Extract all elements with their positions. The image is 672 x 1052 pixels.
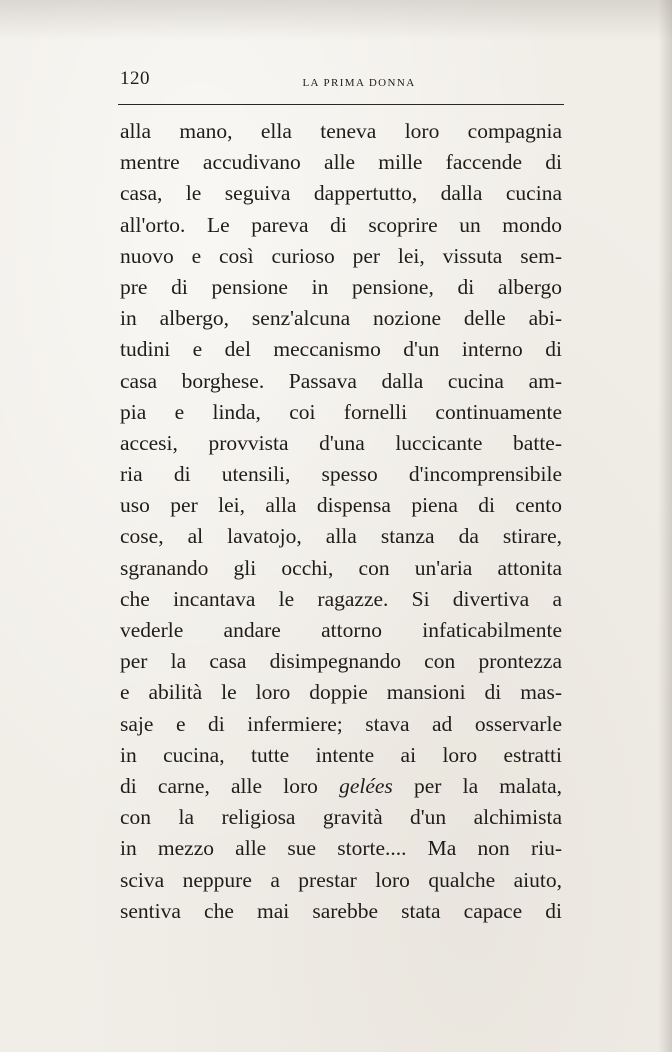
header-rule — [118, 104, 564, 105]
text-line: con la religiosa gravità d'un alchimista — [120, 805, 562, 830]
text-segment: di carne, alle loro — [120, 773, 318, 798]
text-line-mixed — [120, 771, 562, 802]
text-line: nuovo e così curioso per lei, vissuta sem- — [120, 243, 562, 268]
page-top-shadow — [0, 0, 672, 40]
text-segment: per la malata, — [413, 773, 562, 798]
text-line: saje e di infermiere; stava ad osservarle — [120, 711, 562, 736]
text-line: pia e linda, coi fornelli continuamente — [120, 399, 562, 424]
text-line: alla mano, ella teneva loro compagnia — [120, 119, 562, 143]
text-line: in mezzo alle sue storte.... Ma non riu- — [120, 836, 562, 861]
text-line: che incantava le ragazze. Si divertiva a — [120, 586, 562, 611]
text-line: mentre accudivano alle mille faccende di — [120, 150, 562, 175]
text-line: sgranando gli occhi, con un'aria attonita — [120, 555, 562, 580]
text-line: accesi, provvista d'una luccicante batte- — [120, 430, 562, 455]
text-line: ria di utensili, spesso d'incomprensibile — [120, 462, 562, 487]
text-line: sentiva che mai sarebbe stata capace di — [120, 898, 562, 923]
text-line: cose, al lavatojo, alla stanza da stirare, — [120, 524, 562, 549]
text-line: casa borghese. Passava dalla cucina am- — [120, 368, 562, 393]
running-title: LA PRIMA DONNA — [302, 77, 416, 89]
page-header — [120, 68, 562, 98]
text-line: in cucina, tutte intente ai loro estratti — [120, 742, 562, 767]
page-number: 120 — [120, 68, 150, 89]
text-line: tudini e del meccanismo d'un interno di — [120, 337, 562, 362]
text-line: vederle andare attorno infaticabilmente — [120, 618, 562, 642]
text-line: uso per lei, alla dispensa piena di cento — [120, 493, 562, 518]
text-line: pre di pensione in pensione, di albergo — [120, 274, 562, 299]
text-line: casa, le seguiva dappertutto, dalla cucina — [120, 181, 562, 206]
text-line: per la casa disimpegnando con prontezza — [120, 649, 562, 674]
text-line: sciva neppure a prestar loro qualche aiuto, — [120, 867, 562, 892]
text-line: in albergo, senz'alcuna nozione delle abi- — [120, 306, 562, 331]
page-right-shadow — [658, 0, 672, 1052]
body-text — [120, 116, 562, 927]
italic-word: gelées — [339, 773, 393, 798]
text-line: all'orto. Le pareva di scoprire un mondo — [120, 212, 562, 237]
text-line: e abilità le loro doppie mansioni di mas- — [120, 680, 562, 705]
